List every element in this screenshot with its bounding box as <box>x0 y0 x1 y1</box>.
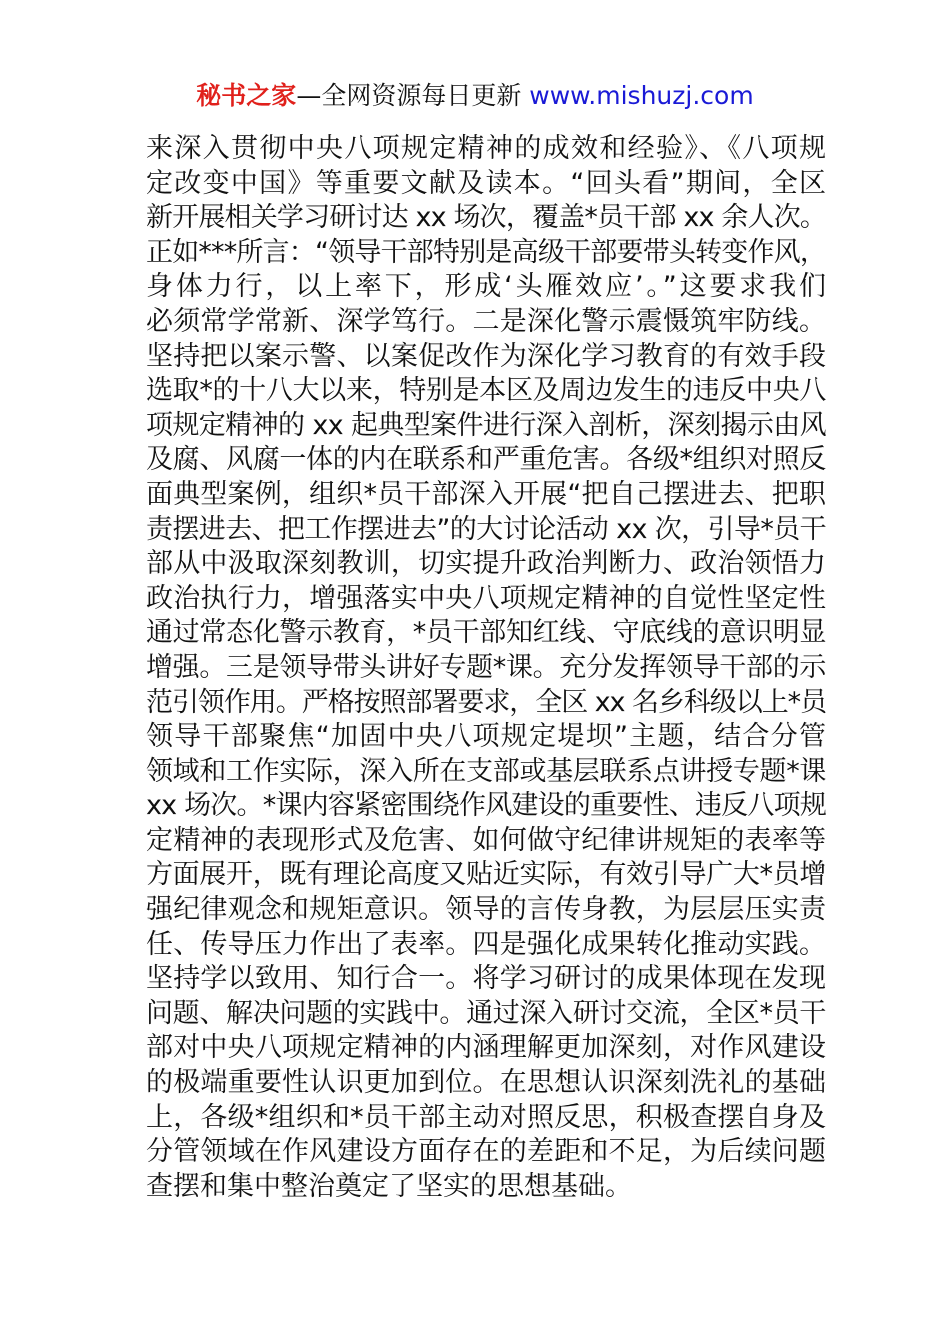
body-line: 增强。三是领导带头讲好专题*课。充分发挥领导干部的示 <box>146 651 826 683</box>
body-line: 定改变中国》等重要文献及读本。“回头看”期间，全区 <box>146 167 826 199</box>
body-line: 政治执行力，增强落实中央八项规定精神的自觉性坚定性 <box>146 582 826 614</box>
body-line: 分管领域在作风建设方面存在的差距和不足，为后续问题 <box>146 1136 826 1168</box>
body-line: 领域和工作实际，深入所在支部或基层联系点讲授专题*课 <box>146 755 826 787</box>
body-line: 查摆和集中整治奠定了坚实的思想基础。 <box>146 1170 632 1202</box>
body-line: 坚持把以案示警、以案促改作为深化学习教育的有效手段 <box>146 340 826 372</box>
body-line: 部对中央八项规定精神的内涵理解更加深刻，对作风建设 <box>146 1032 826 1064</box>
body-line: 部从中汲取深刻教训，切实提升政治判断力、政治领悟力 <box>146 548 826 580</box>
body-line: 范引领作用。严格按照部署要求，全区 xx 名乡科级以上*员 <box>146 686 826 718</box>
body-line: 选取*的十八大以来，特别是本区及周边发生的违反中央八 <box>146 375 826 407</box>
body-line: 来深入贯彻中央八项规定精神的成效和经验》、《八项规 <box>146 133 826 164</box>
body-line: 面典型案例，组织*员干部深入开展“把自己摆进去、把职 <box>146 478 826 510</box>
body-line: 正如***所言：“领导干部特别是高级干部要带头转变作风， <box>146 236 826 268</box>
body-line: 问题、解决问题的实践中。通过深入研讨交流，全区*员干 <box>146 997 826 1029</box>
document-body <box>146 132 826 1204</box>
body-line: 责摆进去、把工作摆进去”的大讨论活动 xx 次，引导*员干 <box>146 513 826 545</box>
body-line: 上，各级*组织和*员干部主动对照反思，积极查摆自身及 <box>146 1101 826 1133</box>
body-line: 新开展相关学习研讨达 xx 场次，覆盖*员干部 xx 余人次。 <box>146 202 826 234</box>
body-line: 项规定精神的 xx 起典型案件进行深入剖析，深刻揭示由风 <box>146 409 826 441</box>
site-slogan: —全网资源每日更新 <box>296 81 530 110</box>
body-line: 的极端重要性认识更加到位。在思想认识深刻洗礼的基础 <box>146 1067 826 1099</box>
body-line: 任、传导压力作出了表率。四是强化成果转化推动实践。 <box>146 928 826 960</box>
body-line: 定精神的表现形式及危害、如何做守纪律讲规矩的表率等 <box>146 824 826 856</box>
body-line: 领导干部聚焦“加固中央八项规定堤坝”主题，结合分管 <box>146 721 826 753</box>
site-brand: 秘书之家 <box>196 81 297 110</box>
site-header <box>0 78 950 114</box>
site-url-link[interactable]: www.mishuzj.com <box>529 81 754 110</box>
body-line: 身体力行，以上率下，形成‘头雁效应’。”这要求我们 <box>146 271 826 303</box>
body-line: 方面展开，既有理论高度又贴近实际，有效引导广大*员增 <box>146 859 826 891</box>
body-line: xx 场次。*课内容紧密围绕作风建设的重要性、违反八项规 <box>146 790 826 822</box>
body-line: 及腐、风腐一体的内在联系和严重危害。各级*组织对照反 <box>146 444 826 476</box>
body-line: 必须常学常新、深学笃行。二是深化警示震慑筑牢防线。 <box>146 305 826 337</box>
body-line: 坚持学以致用、知行合一。将学习研讨的成果体现在发现 <box>146 963 826 995</box>
body-line: 强纪律观念和规矩意识。领导的言传身教，为层层压实责 <box>146 894 826 926</box>
body-line: 通过常态化警示教育，*员干部知红线、守底线的意识明显 <box>146 617 826 649</box>
